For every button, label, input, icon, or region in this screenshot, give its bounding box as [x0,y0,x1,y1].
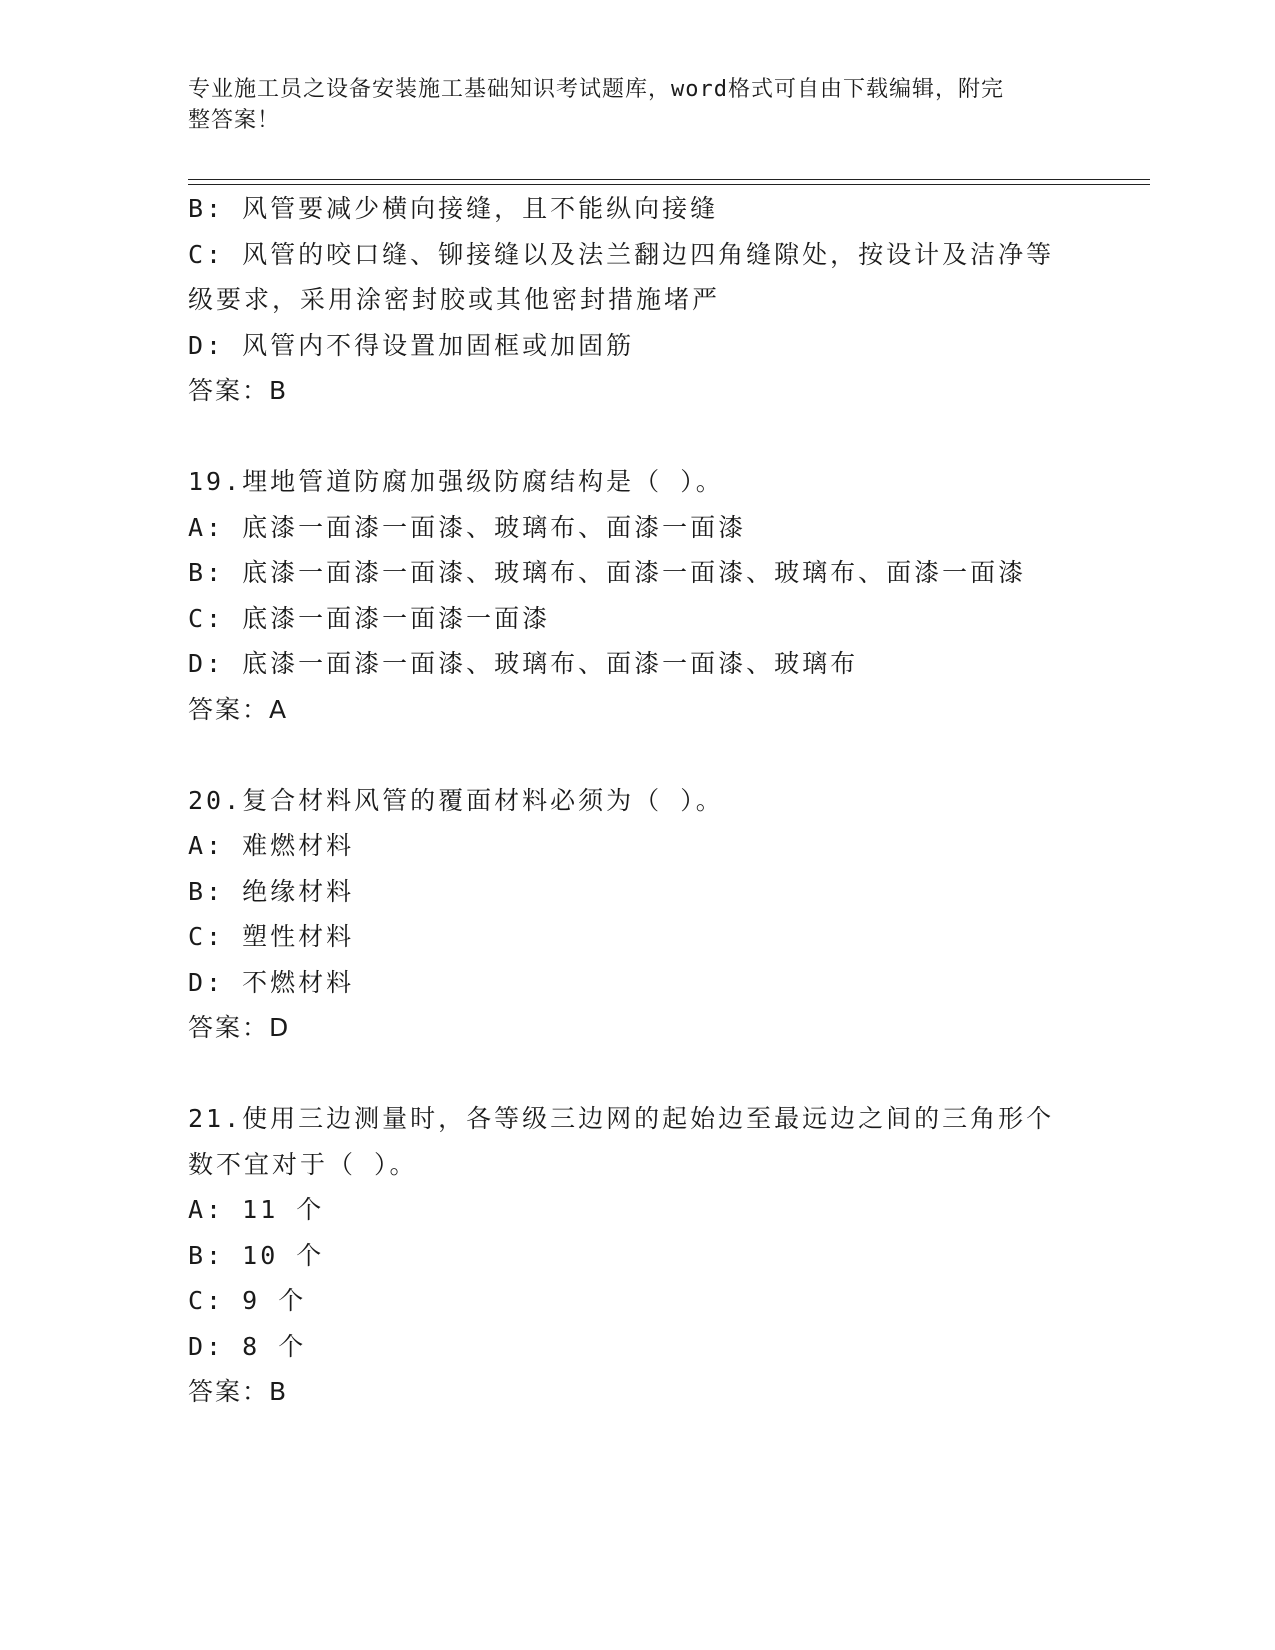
option-d: D: 不燃材料 [188,967,355,997]
answer: 答案：B [188,1377,289,1406]
question-stem: 20.复合材料风管的覆面材料必须为（ ）。 [188,785,724,815]
option-a: A: 难燃材料 [188,831,355,860]
question-stem: 19.埋地管道防腐加强级防腐结构是（ ）。 [188,467,724,496]
question-21 [188,1096,1088,1415]
previous-question-tail [188,186,1088,414]
header-line-1: 专业施工员之设备安装施工基础知识考试题库，word格式可自由下载编辑，附完 [188,77,1004,102]
answer: 答案：B [188,376,289,405]
option-b: B: 风管要减少横向接缝，且不能纵向接缝 [188,194,719,223]
option-a: A: 底漆一面漆一面漆、玻璃布、面漆一面漆 [188,512,747,542]
option-c: C: 风管的咬口缝、铆接缝以及法兰翻边四角缝隙处，按设计及洁净等 [188,239,1055,269]
option-d: D: 8 个 [188,1331,307,1361]
header-divider-top [188,179,1150,180]
question-list [188,186,1088,1415]
answer: 答案：A [188,694,289,724]
question-19 [188,459,1088,732]
option-a: A: 11 个 [188,1195,325,1224]
option-c: C: 9 个 [188,1286,307,1315]
header-line-2: 整答案！ [188,108,281,133]
header-divider-bottom [188,184,1150,185]
option-b: B: 底漆一面漆一面漆、玻璃布、面漆一面漆、玻璃布、面漆一面漆 [188,558,1027,587]
question-20 [188,778,1088,1051]
question-stem: 21.使用三边测量时，各等级三边网的起始边至最远边之间的三角形个 [188,1104,1055,1133]
answer: 答案：D [188,1013,291,1042]
option-c: C: 塑性材料 [188,922,355,951]
document-header [188,74,1068,136]
option-b: B: 10 个 [188,1240,325,1270]
option-d: D: 风管内不得设置加固框或加固筋 [188,330,635,360]
question-stem-continued: 数不宜对于（ ）。 [188,1149,418,1179]
option-c-continued: 级要求，采用涂密封胶或其他密封措施堵严 [188,285,721,314]
option-d: D: 底漆一面漆一面漆、玻璃布、面漆一面漆、玻璃布 [188,649,859,678]
option-b: B: 绝缘材料 [188,876,355,906]
option-c: C: 底漆一面漆一面漆一面漆 [188,603,551,633]
